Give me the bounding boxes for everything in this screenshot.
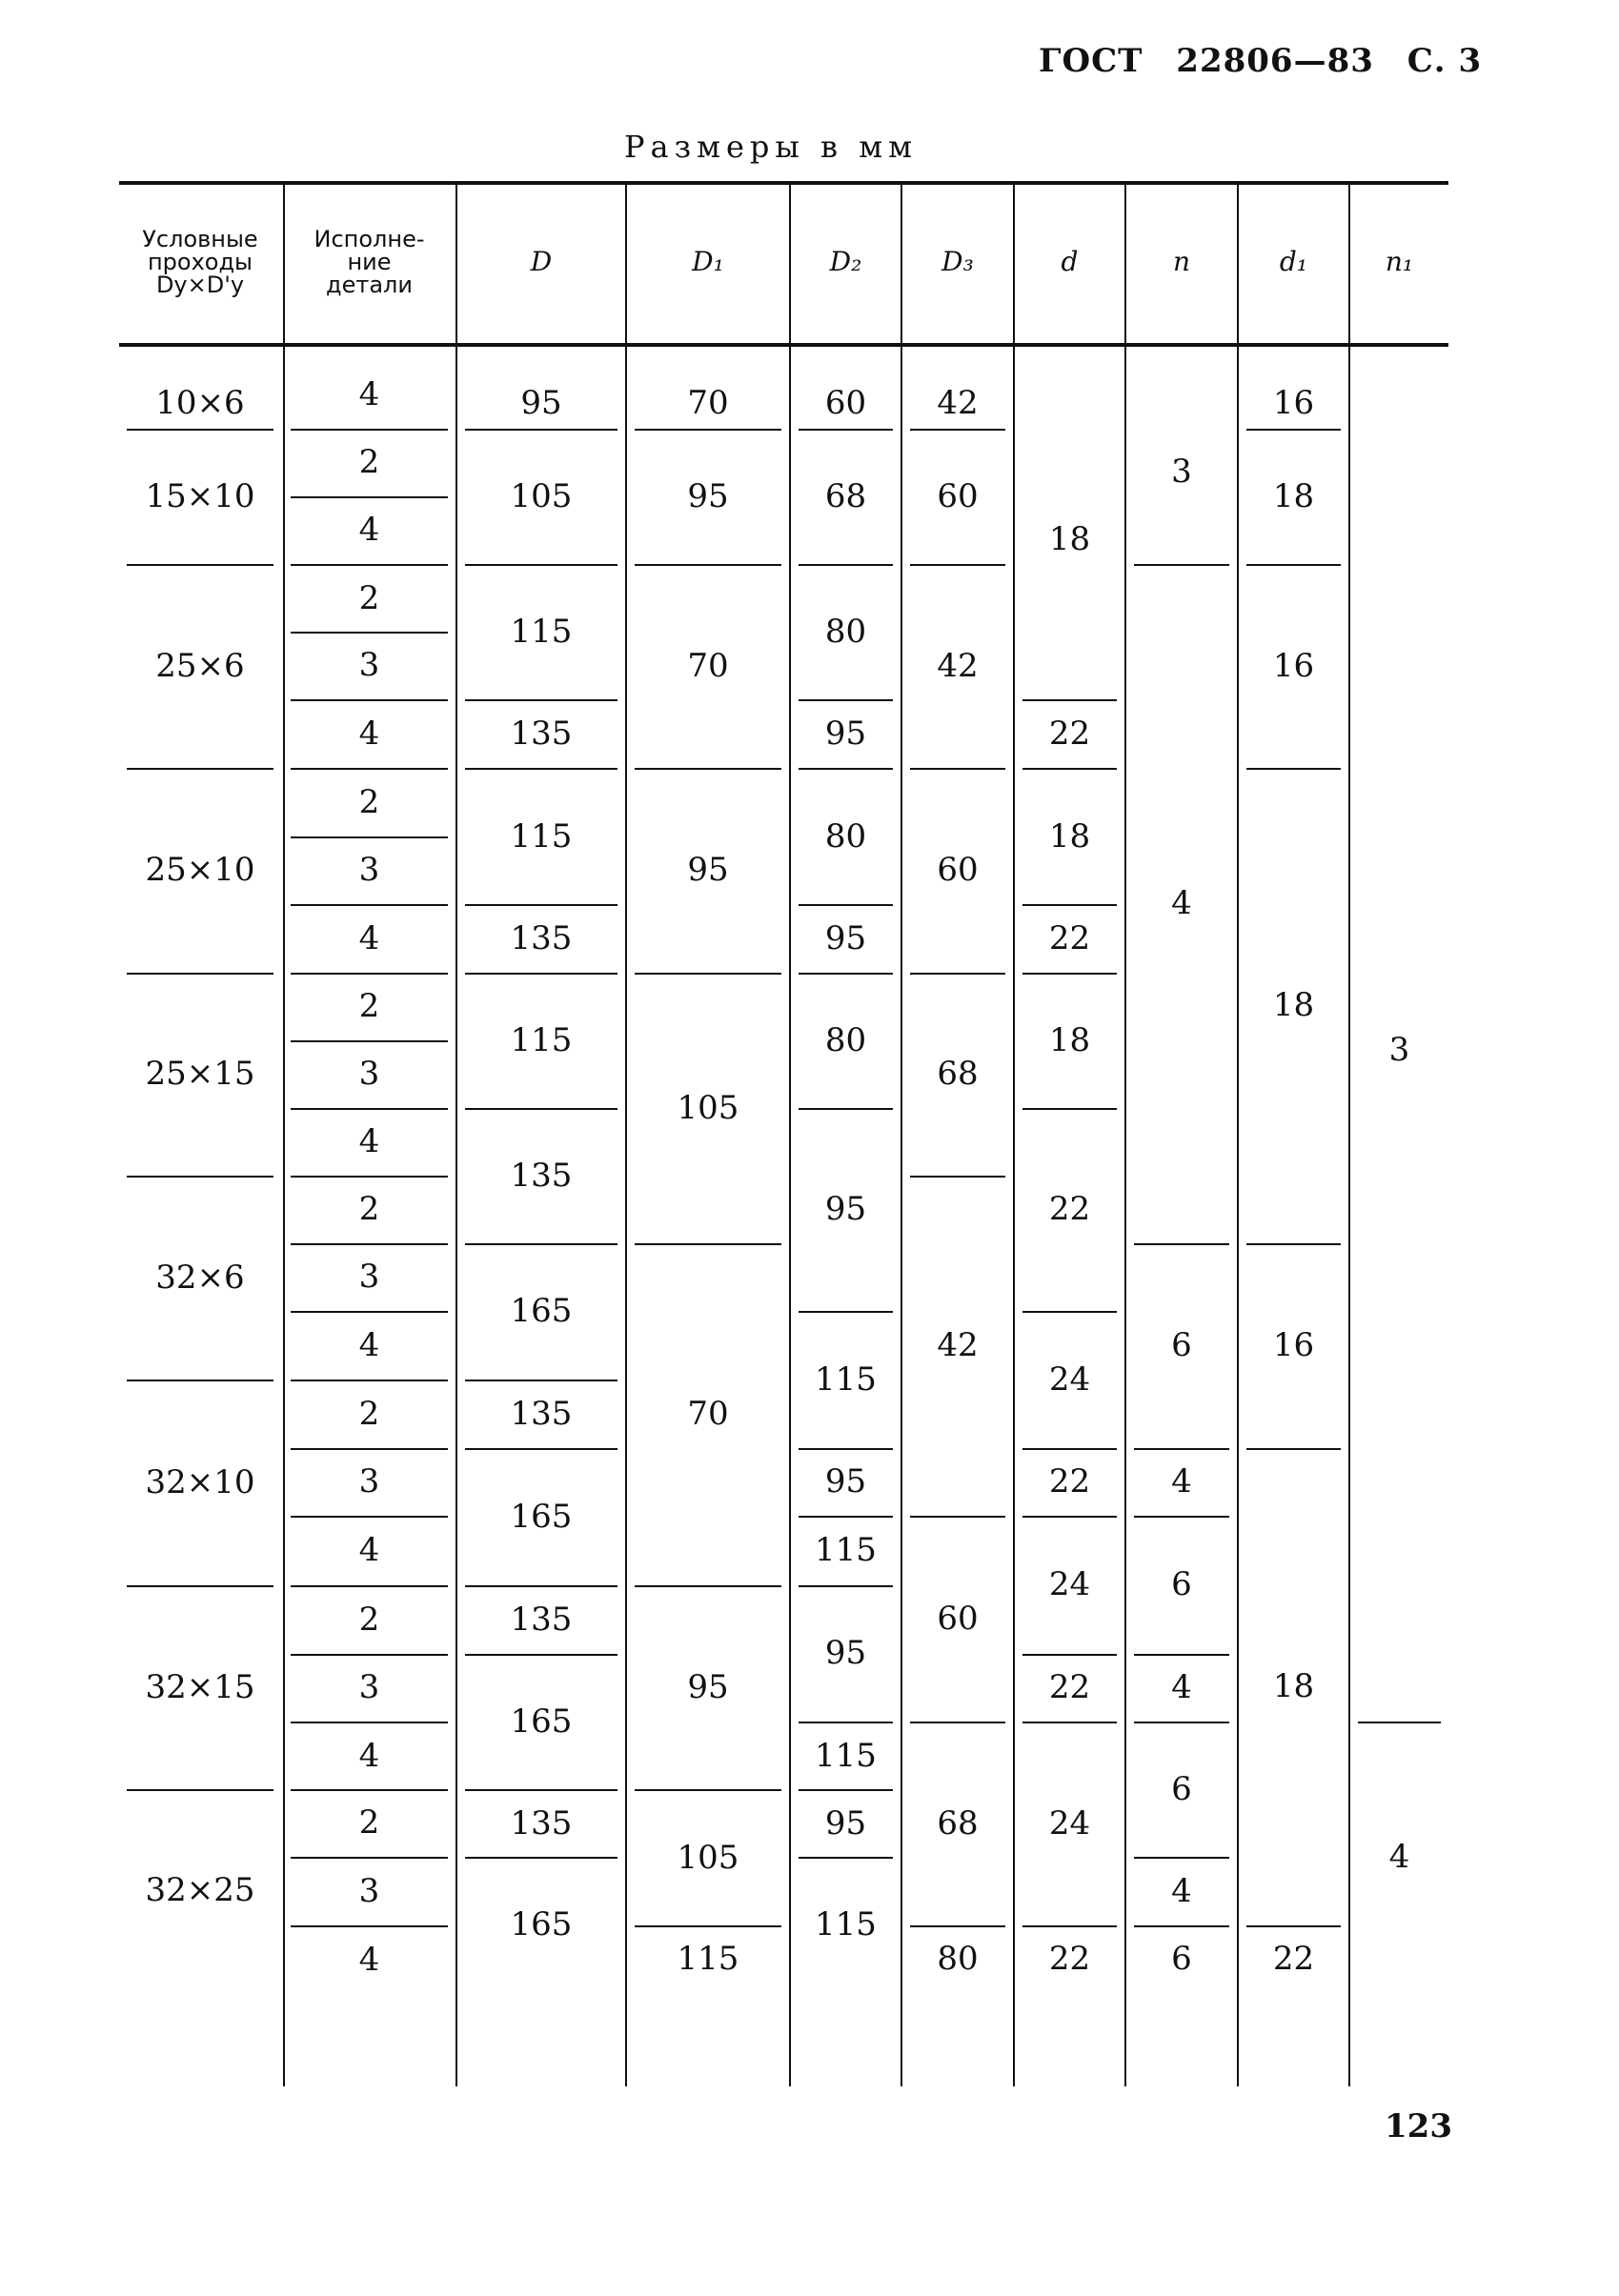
column-header-line: D₂ (829, 246, 862, 277)
table-cell: 95 (824, 918, 867, 957)
table-cell: 32×6 (155, 1258, 245, 1297)
column-header (1061, 246, 1079, 277)
table-cell: 115 (510, 613, 573, 651)
column-header (314, 228, 425, 296)
table-cell: 68 (937, 1804, 979, 1843)
rule-line (291, 1925, 448, 1927)
rule-line (910, 768, 1005, 770)
rule-line (291, 1380, 448, 1381)
rule-line (291, 1311, 448, 1313)
table-cell: 24 (1048, 1565, 1091, 1604)
rule-line (465, 1654, 617, 1656)
column-header (692, 246, 724, 277)
rule-line (291, 1448, 448, 1450)
rule-line (910, 1176, 1005, 1178)
rule-line (1022, 768, 1117, 770)
table-cell: 80 (937, 1939, 979, 1978)
table-cell: 4 (358, 715, 380, 753)
rule-line (291, 1243, 448, 1245)
column-divider (1124, 181, 1126, 2086)
table-cell: 2 (358, 1190, 380, 1228)
rule-line (291, 1789, 448, 1791)
rule-line (291, 973, 448, 975)
table-cell: 95 (824, 1803, 867, 1843)
rule-line (635, 1789, 781, 1791)
table-cell: 165 (510, 1497, 573, 1536)
table-cell: 16 (1272, 1326, 1315, 1364)
page-header (1039, 42, 1503, 80)
column-header-line: d (1061, 246, 1079, 277)
rule-line (635, 429, 781, 431)
table-cell: 6 (1171, 1770, 1192, 1808)
table-cell: 115 (677, 1939, 739, 1978)
column-divider (625, 181, 627, 2086)
column-header-line: D₁ (692, 246, 724, 277)
table-cell: 115 (815, 1904, 877, 1944)
rule-line (291, 564, 448, 566)
table-cell: 4 (1171, 1462, 1192, 1501)
table-cell: 2 (358, 783, 380, 821)
table-cell: 4 (1171, 1668, 1192, 1707)
table-cell: 4 (358, 1941, 380, 1979)
rule-line (291, 836, 448, 838)
rule-line (1022, 1516, 1117, 1518)
rule-line (465, 1380, 617, 1381)
rule-line (1246, 564, 1341, 566)
column-divider (283, 181, 285, 2086)
table-cell: 68 (824, 476, 867, 515)
table-cell: 4 (358, 919, 380, 957)
table-cell: 18 (1272, 986, 1315, 1025)
rule-line (465, 564, 617, 566)
table-cell: 95 (824, 1462, 867, 1501)
table-cell: 18 (1272, 1667, 1315, 1706)
column-header-line: ние (347, 249, 392, 275)
table-cell: 95 (520, 384, 562, 423)
rule-line (127, 564, 273, 566)
table-cell: 68 (937, 1055, 979, 1093)
table-cell: 135 (510, 1394, 573, 1433)
rule-line (291, 429, 448, 431)
column-header-line: Исполне- (314, 226, 425, 252)
rule-line (127, 1585, 273, 1587)
table-cell: 105 (510, 476, 573, 515)
rule-line (910, 1722, 1005, 1723)
table-cell: 18 (1048, 519, 1091, 558)
column-header-line: d₁ (1279, 246, 1308, 277)
page-label: С. 3 (1407, 42, 1483, 80)
rule-line (799, 429, 893, 431)
rule-line (1246, 1925, 1341, 1927)
column-divider (455, 181, 457, 2086)
rule-line (910, 429, 1005, 431)
rule-line (799, 1448, 893, 1450)
rule-line (799, 1789, 893, 1791)
table-cell: 4 (1171, 884, 1192, 923)
table-cell: 3 (358, 1055, 380, 1093)
table-cell: 24 (1048, 1804, 1091, 1843)
table-cell: 24 (1048, 1359, 1091, 1399)
rule-line (1246, 1448, 1341, 1450)
table-cell: 3 (358, 1668, 380, 1706)
rule-line (1134, 1516, 1229, 1518)
rule-line (291, 1516, 448, 1518)
rule-line (127, 429, 273, 431)
rule-line (291, 768, 448, 770)
table-cell: 22 (1048, 918, 1091, 957)
rule-line (799, 1516, 893, 1518)
table-cell: 3 (358, 851, 380, 889)
rule-line (465, 1108, 617, 1110)
table-cell: 135 (510, 715, 573, 753)
table-cell: 80 (824, 613, 867, 651)
column-header (1385, 246, 1414, 277)
table-cell: 6 (1171, 1565, 1192, 1604)
rule-line (635, 1925, 781, 1927)
table-cell: 2 (358, 1395, 380, 1433)
table-cell: 25×15 (145, 1055, 255, 1093)
column-header (530, 246, 553, 277)
rule-line (291, 1857, 448, 1859)
rule-line (465, 1448, 617, 1450)
table-cell: 2 (358, 987, 380, 1025)
table-cell: 115 (815, 1359, 877, 1399)
rule-line (291, 1040, 448, 1042)
rule-line (291, 1108, 448, 1110)
rule-line (127, 1380, 273, 1381)
table-cell: 4 (358, 511, 380, 549)
rule-line (799, 768, 893, 770)
table-cell: 22 (1048, 715, 1091, 753)
table-cell: 135 (510, 1600, 573, 1639)
rule-line (1134, 1448, 1229, 1450)
rule-line (1134, 564, 1229, 566)
rule-line (1134, 1925, 1229, 1927)
rule-line (465, 699, 617, 701)
table-cell: 3 (358, 1462, 380, 1500)
rule-line (1022, 1108, 1117, 1110)
rule-line (291, 904, 448, 906)
table-cell: 3 (358, 1872, 380, 1910)
rule-line (1022, 973, 1117, 975)
rule-line (465, 1243, 617, 1245)
table-cell: 25×6 (155, 647, 245, 685)
column-header-line: Dу×D'у (155, 272, 245, 298)
rule-line (1134, 1722, 1229, 1723)
table-cell: 32×10 (145, 1462, 255, 1501)
column-header (1279, 246, 1308, 277)
rule-line (1022, 1448, 1117, 1450)
table-cell: 22 (1048, 1668, 1091, 1707)
table-cell: 95 (824, 1634, 867, 1673)
table-cell: 115 (510, 1020, 573, 1059)
units-caption: Размеры в мм (624, 129, 918, 165)
rule-line (635, 1585, 781, 1587)
table-cell: 95 (824, 715, 867, 753)
table-cell: 105 (677, 1838, 739, 1877)
table-cell: 70 (687, 647, 729, 685)
column-header-line: n (1172, 246, 1191, 277)
rule-line (1134, 1857, 1229, 1859)
table-cell: 95 (687, 1667, 729, 1706)
rule-line (127, 1176, 273, 1178)
table-cell: 18 (1048, 816, 1091, 856)
standard-label: ГОСТ (1039, 42, 1143, 80)
rule-line (1358, 1722, 1441, 1723)
rule-line (291, 1722, 448, 1723)
rule-line (635, 564, 781, 566)
column-header (941, 246, 974, 277)
table-cell: 18 (1048, 1020, 1091, 1059)
column-header (829, 246, 862, 277)
column-header (142, 228, 257, 296)
table-cell: 6 (1171, 1939, 1192, 1978)
table-cell: 165 (510, 1702, 573, 1741)
rule-line (291, 699, 448, 701)
table-cell: 4 (1388, 1837, 1410, 1876)
column-header-line: Условные (142, 226, 258, 252)
rule-line (1022, 699, 1117, 701)
rule-line (799, 699, 893, 701)
rule-line (291, 1585, 448, 1587)
rule-line (1246, 429, 1341, 431)
table-cell: 42 (937, 1326, 979, 1365)
rule-line (1022, 1925, 1117, 1927)
table-cell: 95 (687, 851, 729, 890)
rule-line (119, 181, 1448, 185)
rule-line (635, 973, 781, 975)
table-cell: 22 (1048, 1462, 1091, 1501)
table-cell: 4 (358, 1326, 380, 1364)
rule-line (465, 1585, 617, 1587)
table-cell: 3 (1171, 452, 1192, 491)
rule-line (635, 768, 781, 770)
table-cell: 165 (510, 1904, 573, 1944)
rule-line (291, 632, 448, 634)
table-cell: 165 (510, 1292, 573, 1331)
table-cell: 3 (358, 1258, 380, 1296)
table-cell: 135 (510, 1156, 573, 1195)
rule-line (1246, 1243, 1341, 1245)
rule-line (1246, 768, 1341, 770)
table-cell: 115 (815, 1531, 877, 1570)
rule-line (465, 904, 617, 906)
rule-line (1022, 1311, 1117, 1313)
column-header-line: детали (326, 272, 413, 298)
rule-line (799, 1311, 893, 1313)
rule-line (1134, 1654, 1229, 1656)
table-cell: 42 (937, 647, 979, 685)
table-cell: 2 (358, 1803, 380, 1842)
table-cell: 95 (687, 476, 729, 515)
table-cell: 105 (677, 1088, 739, 1127)
column-divider (1237, 181, 1239, 2086)
rule-line (799, 564, 893, 566)
rule-line (910, 564, 1005, 566)
rule-line (799, 1585, 893, 1587)
rule-line (799, 1108, 893, 1110)
rule-line (799, 1857, 893, 1859)
rule-line (465, 973, 617, 975)
table-cell: 60 (824, 384, 867, 423)
standard-number: 22806—83 (1176, 42, 1374, 80)
table-cell: 18 (1272, 476, 1315, 515)
table-cell: 70 (687, 384, 729, 423)
rule-line (799, 904, 893, 906)
table-cell: 22 (1048, 1190, 1091, 1229)
table-cell: 6 (1171, 1326, 1192, 1364)
column-divider (901, 181, 902, 2086)
rule-line (799, 1722, 893, 1723)
table-cell: 4 (1171, 1872, 1192, 1910)
table-cell: 4 (358, 1122, 380, 1160)
table-cell: 135 (510, 918, 573, 957)
table-cell: 22 (1272, 1939, 1315, 1978)
column-header-line: проходы (147, 249, 253, 275)
table-cell: 32×25 (145, 1871, 255, 1909)
rule-line (465, 1789, 617, 1791)
rule-line (127, 768, 273, 770)
rule-line (127, 1789, 273, 1791)
page-number: 123 (1385, 2107, 1452, 2145)
table-cell: 4 (358, 375, 380, 413)
rule-line (291, 1176, 448, 1178)
rule-line (291, 1654, 448, 1656)
rule-line (1022, 904, 1117, 906)
column-header (1172, 246, 1191, 277)
table-cell: 16 (1272, 384, 1315, 423)
table-cell: 42 (937, 384, 979, 423)
table-cell: 2 (358, 443, 380, 481)
table-cell: 2 (358, 579, 380, 617)
table-cell: 95 (824, 1190, 867, 1229)
table-cell: 60 (937, 476, 979, 515)
table-cell: 80 (824, 1020, 867, 1059)
table-cell: 60 (937, 851, 979, 890)
rule-line (910, 1516, 1005, 1518)
rule-line (635, 1243, 781, 1245)
column-header-line: D₃ (941, 246, 974, 277)
rule-line (465, 768, 617, 770)
table-cell: 4 (358, 1531, 380, 1569)
rule-line (799, 973, 893, 975)
table-cell: 70 (687, 1395, 729, 1433)
column-header-line: n₁ (1385, 246, 1414, 277)
table-cell: 22 (1048, 1939, 1091, 1978)
rule-line (127, 973, 273, 975)
rule-line (119, 343, 1448, 347)
rule-line (465, 1857, 617, 1859)
table-cell: 115 (815, 1736, 877, 1775)
table-cell: 4 (358, 1737, 380, 1775)
column-divider (1013, 181, 1015, 2086)
rule-line (1134, 1243, 1229, 1245)
column-divider (789, 181, 791, 2086)
table-cell: 16 (1272, 647, 1315, 685)
table-cell: 3 (1388, 1031, 1410, 1069)
rule-line (910, 1925, 1005, 1927)
column-header-line: D (530, 246, 553, 277)
column-divider (1348, 181, 1350, 2086)
table-cell: 3 (358, 646, 380, 684)
table-cell: 115 (510, 816, 573, 856)
rule-line (1022, 1654, 1117, 1656)
table-cell: 25×10 (145, 851, 255, 890)
table-cell: 10×6 (155, 384, 245, 423)
table-cell: 60 (937, 1600, 979, 1638)
rule-line (910, 973, 1005, 975)
rule-line (1022, 1722, 1117, 1723)
table-cell: 2 (358, 1601, 380, 1639)
table-cell: 15×10 (145, 476, 255, 515)
rule-line (465, 429, 617, 431)
table-cell: 135 (510, 1803, 573, 1843)
table-cell: 32×15 (145, 1667, 255, 1706)
table-cell: 80 (824, 816, 867, 856)
rule-line (291, 496, 448, 498)
